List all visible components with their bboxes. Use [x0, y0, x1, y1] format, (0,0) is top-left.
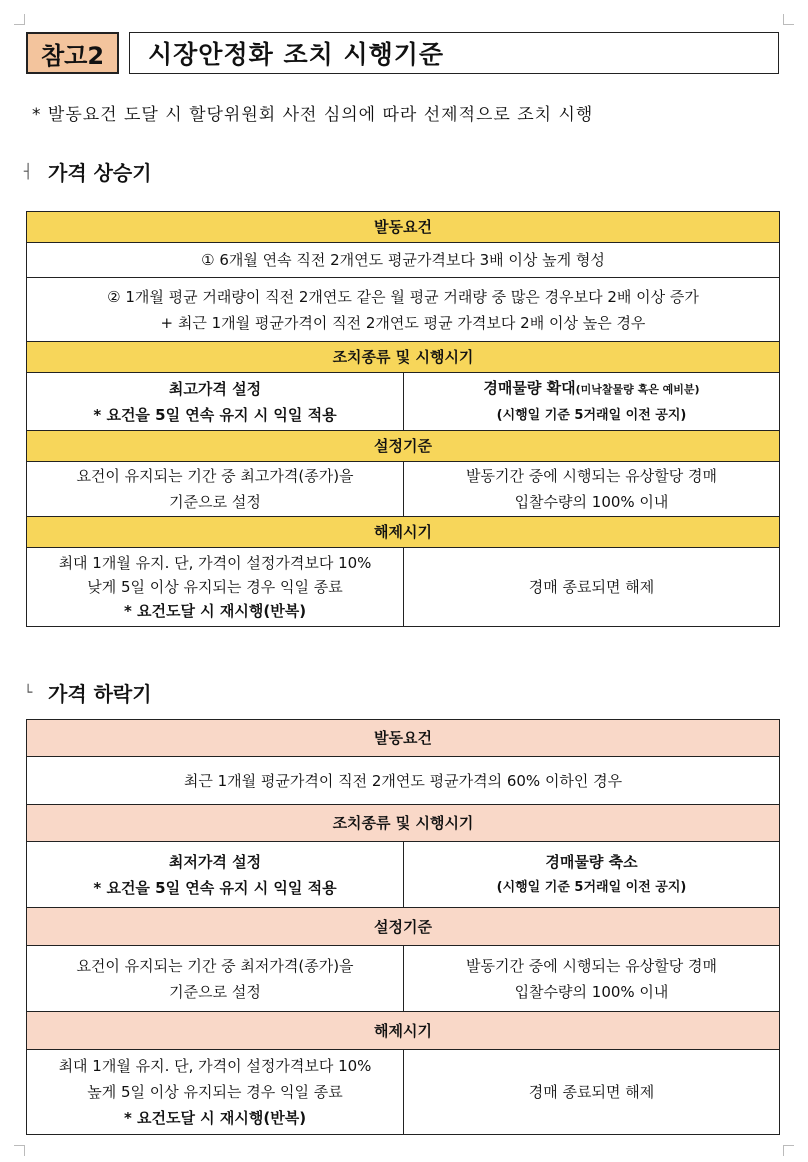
release-left-line2: 낮게 5일 이상 유지되는 경우 익일 종료 [87, 578, 343, 596]
rise-table [26, 211, 780, 627]
release-left [27, 548, 404, 627]
measure-left-title: 최고가격 설정 [168, 379, 262, 398]
reference-badge: 참고2 [26, 32, 119, 74]
basis-left [27, 946, 404, 1012]
bullet-icon: ┤ [24, 163, 33, 180]
measure-left [27, 373, 404, 431]
release-header: 해제시기 [27, 517, 780, 548]
release-left-line1: 최대 1개월 유지. 단, 가격이 설정가격보다 10% [58, 554, 372, 572]
measure-right-title: 경매물량 축소 [545, 852, 638, 871]
measure-header: 조치종류 및 시행시기 [27, 805, 780, 842]
corner-mark [14, 1145, 25, 1156]
measure-right-paren: (미낙찰물량 혹은 예비분) [575, 382, 700, 396]
basis-header: 설정기준 [27, 908, 780, 946]
section-heading-fall [24, 678, 152, 707]
basis-left-line1: 요건이 유지되는 기간 중 최저가격(종가)을 [76, 956, 354, 975]
note-text: * 발동요건 도달 시 할당위원회 사전 심의에 따라 선제적으로 조치 시행 [32, 105, 594, 125]
release-left-line2: 높게 5일 이상 유지되는 경우 익일 종료 [87, 1083, 343, 1101]
basis-left-line2: 기준으로 설정 [169, 493, 261, 511]
trigger-condition-2 [27, 278, 780, 342]
measure-header: 조치종류 및 시행시기 [27, 342, 780, 373]
corner-mark [14, 14, 25, 25]
trigger-condition-1: 최근 1개월 평균가격이 직전 2개연도 평균가격의 60% 이하인 경우 [27, 757, 780, 805]
basis-right [404, 462, 780, 517]
basis-right [404, 946, 780, 1012]
trigger-header: 발동요건 [27, 212, 780, 243]
corner-mark [783, 1145, 794, 1156]
release-left [27, 1050, 404, 1135]
basis-right-line2: 입찰수량의 100% 이내 [514, 493, 669, 511]
trigger-condition-2-line2: + 최근 1개월 평균가격이 직전 2개연도 평균 가격보다 2배 이상 높은 경우 [160, 313, 646, 332]
basis-left-line2: 기준으로 설정 [169, 982, 261, 1001]
measure-left-title: 최저가격 설정 [168, 852, 262, 871]
release-header: 해제시기 [27, 1012, 780, 1050]
section-heading-rise [24, 157, 152, 186]
measure-right-sub: (시행일 기준 5거래일 이전 공지) [496, 879, 687, 895]
release-right: 경매 종료되면 해제 [404, 548, 780, 627]
release-left-line1: 최대 1개월 유지. 단, 가격이 설정가격보다 10% [58, 1057, 372, 1075]
measure-right [404, 373, 780, 431]
trigger-header: 발동요건 [27, 720, 780, 757]
measure-right-sub: (시행일 기준 5거래일 이전 공지) [496, 407, 687, 423]
measure-left-sub: * 요건을 5일 연속 유지 시 익일 적용 [93, 405, 337, 424]
measure-left-sub: * 요건을 5일 연속 유지 시 익일 적용 [93, 878, 337, 897]
section-title: 가격 상승기 [48, 161, 152, 185]
release-left-line3: * 요건도달 시 재시행(반복) [123, 1109, 307, 1127]
measure-right-title: 경매물량 확대 [483, 378, 576, 397]
section-title: 가격 하락기 [48, 682, 152, 706]
basis-header: 설정기준 [27, 431, 780, 462]
trigger-condition-2-line1: ② 1개월 평균 거래량이 직전 2개연도 같은 월 평균 거래량 중 많은 경우보다 2배 이상 증가 [107, 287, 699, 306]
basis-right-line1: 발동기간 중에 시행되는 유상할당 경매 [466, 956, 717, 975]
trigger-condition-1: ① 6개월 연속 직전 2개연도 평균가격보다 3배 이상 높게 형성 [27, 243, 780, 278]
release-left-line3: * 요건도달 시 재시행(반복) [123, 602, 307, 620]
release-right: 경매 종료되면 해제 [404, 1050, 780, 1135]
page-title: 시장안정화 조치 시행기준 [129, 32, 779, 74]
bullet-icon: └ [24, 684, 33, 701]
measure-right [404, 842, 780, 908]
fall-table [26, 719, 780, 1135]
measure-left [27, 842, 404, 908]
basis-left-line1: 요건이 유지되는 기간 중 최고가격(종가)을 [76, 467, 354, 485]
basis-left [27, 462, 404, 517]
basis-right-line1: 발동기간 중에 시행되는 유상할당 경매 [466, 467, 717, 485]
basis-right-line2: 입찰수량의 100% 이내 [514, 982, 669, 1001]
corner-mark [783, 14, 794, 25]
